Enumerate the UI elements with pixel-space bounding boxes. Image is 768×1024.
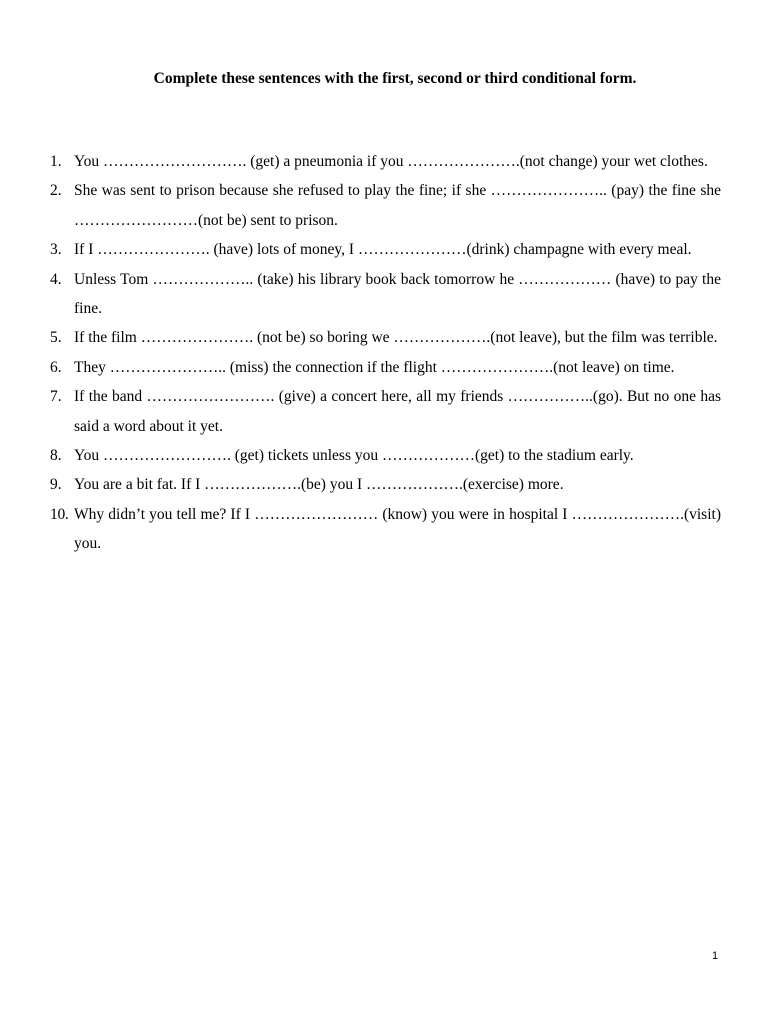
exercise-item-1	[46, 147, 721, 176]
exercise-item-9	[46, 470, 721, 499]
item-sentence: Unless Tom ……………….. (take) his library book back tomorrow he ……………… (have) to pay the fine.	[74, 270, 721, 318]
item-sentence: Why didn’t you tell me? If I …………………… (know) you were in hospital I ………………….(visit) you.	[74, 505, 721, 553]
item-number: 8.	[50, 447, 62, 465]
exercise-item-8	[46, 441, 721, 470]
item-number: 7.	[50, 388, 62, 406]
item-number: 6.	[50, 358, 62, 376]
item-sentence: You ………………………. (get) a pneumonia if you ………………….(not change) your wet clothes.	[74, 153, 708, 170]
item-sentence: You ……………………. (get) tickets unless you ………………(get) to the stadium early.	[74, 447, 634, 465]
exercise-item-2	[46, 176, 721, 235]
exercise-item-10	[46, 500, 721, 559]
exercise-item-6	[46, 353, 721, 382]
exercise-list	[46, 147, 721, 559]
item-sentence: You are a bit fat. If I ……………….(be) you I ……………….(exercise) more.	[74, 476, 564, 494]
item-number: 2.	[50, 182, 62, 200]
item-number: 4.	[50, 270, 62, 288]
exercise-item-3	[46, 235, 721, 264]
item-sentence: If the band ……………………. (give) a concert here, all my friends ……………..(go). But no one has said a word about it yet.	[74, 388, 721, 435]
page-number: 1	[712, 950, 719, 962]
item-sentence: If the film …………………. (not be) so boring we ……………….(not leave), but the film was terrible.	[74, 329, 718, 347]
item-sentence: They ………………….. (miss) the connection if the flight ………………….(not leave) on time.	[74, 358, 675, 376]
exercise-item-5	[46, 323, 721, 352]
item-number: 1.	[50, 153, 62, 170]
exercise-instructions: Complete these sentences with the first, second or third conditional form.	[153, 70, 637, 87]
item-number: 9.	[50, 476, 62, 494]
item-number: 3.	[50, 241, 62, 259]
item-number: 10.	[50, 505, 69, 523]
item-sentence: If I …………………. (have) lots of money, I …………………(drink) champagne with every meal.	[74, 241, 692, 259]
exercise-item-7	[46, 382, 721, 441]
item-sentence: She was sent to prison because she refused to play the fine; if she ………………….. (pay) the fine she ……………………(not be) sent to prison.	[74, 182, 721, 229]
exercise-item-4	[46, 265, 721, 324]
item-number: 5.	[50, 329, 62, 347]
